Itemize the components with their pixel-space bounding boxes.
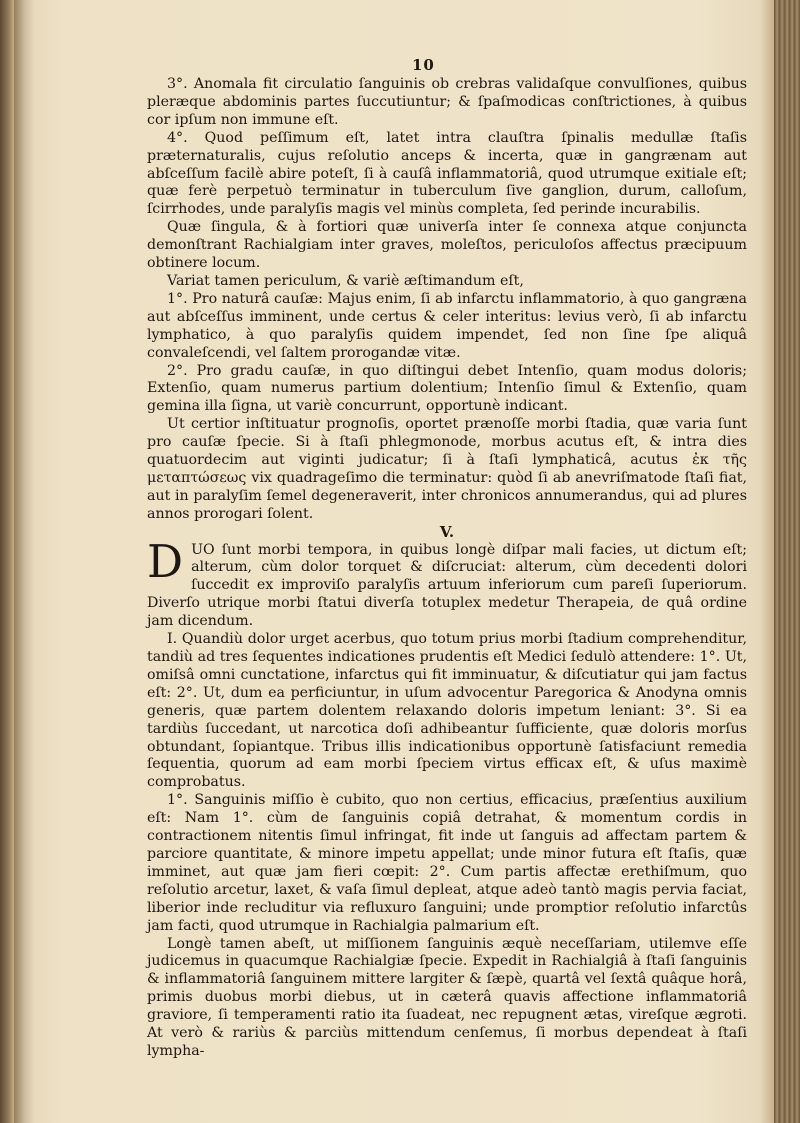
drop-cap: D <box>147 534 184 588</box>
paragraph: 4°. Quod peſſimum eſt, latet intra clauſtra ſpinalis medullæ ſtaſis præternaturalis, cujus reſolutio anceps & incerta, quæ in gangrænam aut abſceſſum facilè abire poteſt, ſi à cauſâ inflammatoriâ, quod utrumque exitiale eſt; quæ ferè perpetuò terminatur in tuberculum ſive ganglion, durum, calloſum, ſcirrhodes, unde paralyſis magis vel minùs completa, ſed perinde incurabilis. <box>147 129 747 218</box>
dropcap-paragraph <box>147 534 747 632</box>
paragraph: 1°. Sanguinis miſſio è cubito, quo non certius, efficacius, præſentius auxilium eſt: Nam 1°. cùm de ſanguinis copiâ detrahat, & momentum cordis in contractionem nitentis ſimul infringat, fit inde ut ſanguis ad affectam partem & parciore quantitate, & minore impetu appellat; unde minor futura eſt ſtaſis, quæ imminet, aut quæ jam fieri cœpit: 2°. Cum partis affectæ erethiſmum, quo reſolutio arcetur, laxet, & vaſa ſimul depleat, atque adeò tantò magis pervia faciat, liberior inde recluditur via refluxuro ſanguini; unde promptior reſolutio infarctûs jam facti, quod utrumque in Rachialgia palmarium eſt. <box>147 792 747 934</box>
paragraph: Variat tamen periculum, & variè æſtimandum eſt, <box>167 272 524 289</box>
paragraph: 1°. Pro naturâ cauſæ: Majus enim, ſi ab infarctu inflammatorio, à quo gangræna aut abſceſſus imminent, unde certus & celer interitus: levius verò, ſi ab infarctu lymphatico, à quo paralyſis quidem impendet, ſed non ſine ſpe aliquâ convaleſcendi, vel ſaltem prorogandæ vitæ. <box>147 290 747 361</box>
body-text <box>147 76 747 1061</box>
paragraph: Quæ ſingula, & à fortiori quæ univerſa inter ſe connexa atque conjuncta demonſtrant Rachialgiam inter graves, moleſtos, periculoſos affectus præcipuum obtinere locum. <box>147 219 747 272</box>
page-number: 10 <box>412 56 435 74</box>
paragraph: Ut certior inſtituatur prognoſis, oportet prænoſſe morbi ſtadia, quæ varia ſunt pro cauſæ ſpecie. Si à ſtaſi phlegmonode, morbus acutus eſt, & intra dies quatuordecim aut viginti judicatur; ſi à ſtaſi lymphaticâ, acutus ἐκ τῆς μεταπτώσεως vix quadrageſimo die terminatur: quòd ſi ab anevriſmatode ſtaſi fiat, aut in paralyſim ſemel degeneraverit, inter chronicos annumerandus, qui ad plures annos prorogari ſolent. <box>147 416 747 522</box>
paragraph: 2°. Pro gradu cauſæ, in quo diſtingui debet Intenſio, quam modus doloris; Extenſio, quam numerus partium dolentium; Intenſio ſimul & Extenſio, quam gemina illa ſigna, ut variè concurrunt, opportunè indicant. <box>147 362 747 415</box>
paragraph: I. Quandiù dolor urget acerbus, quo totum prius morbi ſtadium comprehenditur, tandiù ad tres ſequentes indicationes prudentis eſt Medici ſedulò attendere: 1°. Ut, omiſsâ omni cunctatione, infarctus qui fit imminuatur, & diſcutiatur qui jam factus eſt: 2°. Ut, dum ea perficiuntur, in uſum advocentur Paregorica & Anodyna omnis generis, quæ partem dolentem relaxando doloris impetum leniant: 3°. Si ea tardiùs ſuccedant, ut narcotica doſi adhibeantur ſufficiente, quæ doloris morſus obtundant, ſopiantque. Tribus illis indicationibus opportunè ſatisfaciunt remedia ſequentia, quorum ad eam morbi ſpeciem virtus efficax eſt, & uſus maximè comprobatus. <box>147 631 747 791</box>
paragraph: 3°. Anomala fit circulatio ſanguinis ob crebras validaſque convulſiones, quibus pleræque abdominis partes ſuccutiuntur; & ſpaſmodicas conſtrictiones, à quibus cor ipſum non immune eſt. <box>147 76 747 128</box>
dropcap-text: UO ſunt morbi tempora, in quibus longè diſpar mali facies, ut dictum eſt; alterum, cùm dolor torquet & diſcruciat: alterum, cùm decedenti dolori ſuccedit ex improviſo paralyſis artuum inferiorum cum pareſi ſuperiorum. Diverſo utrique morbi ſtatui diverſa totuplex medetur Therapeia, de quâ ordine jam dicendum. <box>147 541 747 630</box>
paragraph: Longè tamen abeſt, ut miſſionem ſanguinis æquè neceſſariam, utilemve eſſe judicemus in quacumque Rachialgiæ ſpecie. Expedit in Rachialgiâ à ſtaſi ſanguinis & inflammatoriâ ſanguinem mittere largiter & ſæpè, quartâ vel ſextâ quâque horâ, primis duobus morbi diebus, ut in cæterâ quavis affectione inflammatoriâ graviore, ſi temperamenti ratio ita ſuadeat, nec repugnent ætas, vireſque ægroti. At verò & rariùs & parciùs mittendum cenſemus, ſi morbus dependeat à ſtaſi lympha- <box>147 935 747 1059</box>
section-title: V. <box>439 522 455 541</box>
